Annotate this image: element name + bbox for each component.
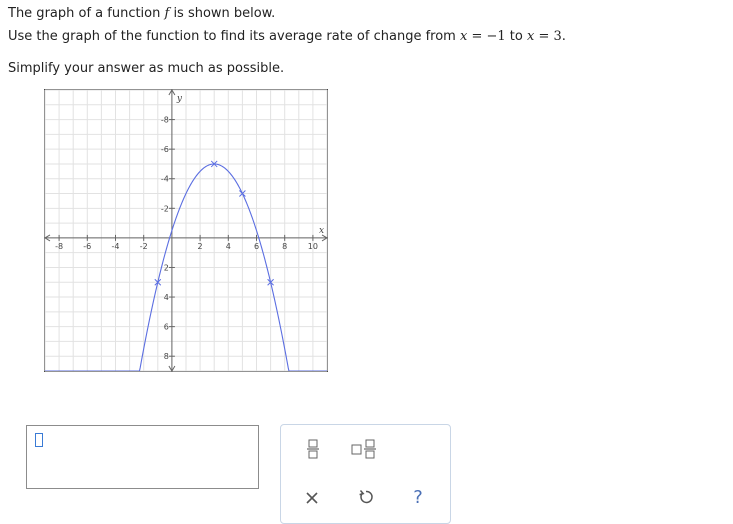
help-icon: ?: [413, 486, 423, 508]
function-name: f: [164, 6, 170, 21]
x-tick-label: 10: [307, 241, 318, 251]
x-tick-label: -4: [111, 241, 120, 251]
y-axis-label: y: [176, 94, 182, 104]
x-tick-label: 4: [225, 241, 231, 251]
question-line-2: [8, 29, 566, 45]
x-tick-label: 6: [253, 241, 260, 251]
y-tick-label: -4: [160, 174, 169, 184]
x-axis-label: x: [319, 225, 325, 236]
x-tick-label: -6: [83, 241, 92, 251]
fraction-icon: [306, 438, 320, 460]
fraction-button[interactable]: [299, 435, 327, 463]
help-button[interactable]: [407, 485, 429, 509]
question-text: Use the graph of the function to find its average rate of change from: [8, 29, 460, 44]
y-tick-label: 6: [163, 322, 169, 332]
clear-button[interactable]: [301, 487, 323, 509]
question-text: The graph of a function: [8, 6, 165, 21]
answer-cursor: [35, 433, 43, 447]
answer-input[interactable]: [26, 425, 259, 489]
undo-button[interactable]: [355, 486, 377, 508]
y-tick-label: -6: [160, 145, 169, 155]
question-text: to: [505, 29, 527, 44]
instruction-text: Simplify your answer as much as possible.: [8, 61, 285, 76]
question-text: is shown below.: [169, 6, 276, 21]
math-value: = −1: [467, 29, 506, 44]
x-tick-label: 8: [282, 241, 288, 251]
y-tick-label: -8: [160, 115, 169, 125]
mixed-number-icon: [351, 438, 379, 460]
x-tick-label: 2: [197, 241, 203, 251]
math-var: x: [526, 29, 535, 44]
undo-icon: [358, 489, 374, 505]
y-tick-label: 8: [163, 352, 169, 362]
y-tick-label: 4: [163, 293, 169, 303]
clear-icon: [306, 492, 318, 504]
math-value: = 3.: [534, 29, 566, 44]
x-tick-label: -2: [139, 241, 148, 251]
y-tick-label: -2: [160, 204, 169, 214]
question-line-1: [8, 6, 275, 22]
mixed-number-button[interactable]: [349, 435, 381, 463]
x-tick-label: -8: [55, 241, 64, 251]
math-var: x: [459, 29, 468, 44]
math-toolbar: [280, 424, 451, 524]
function-graph: [44, 89, 328, 372]
y-tick-label: 2: [163, 263, 169, 273]
